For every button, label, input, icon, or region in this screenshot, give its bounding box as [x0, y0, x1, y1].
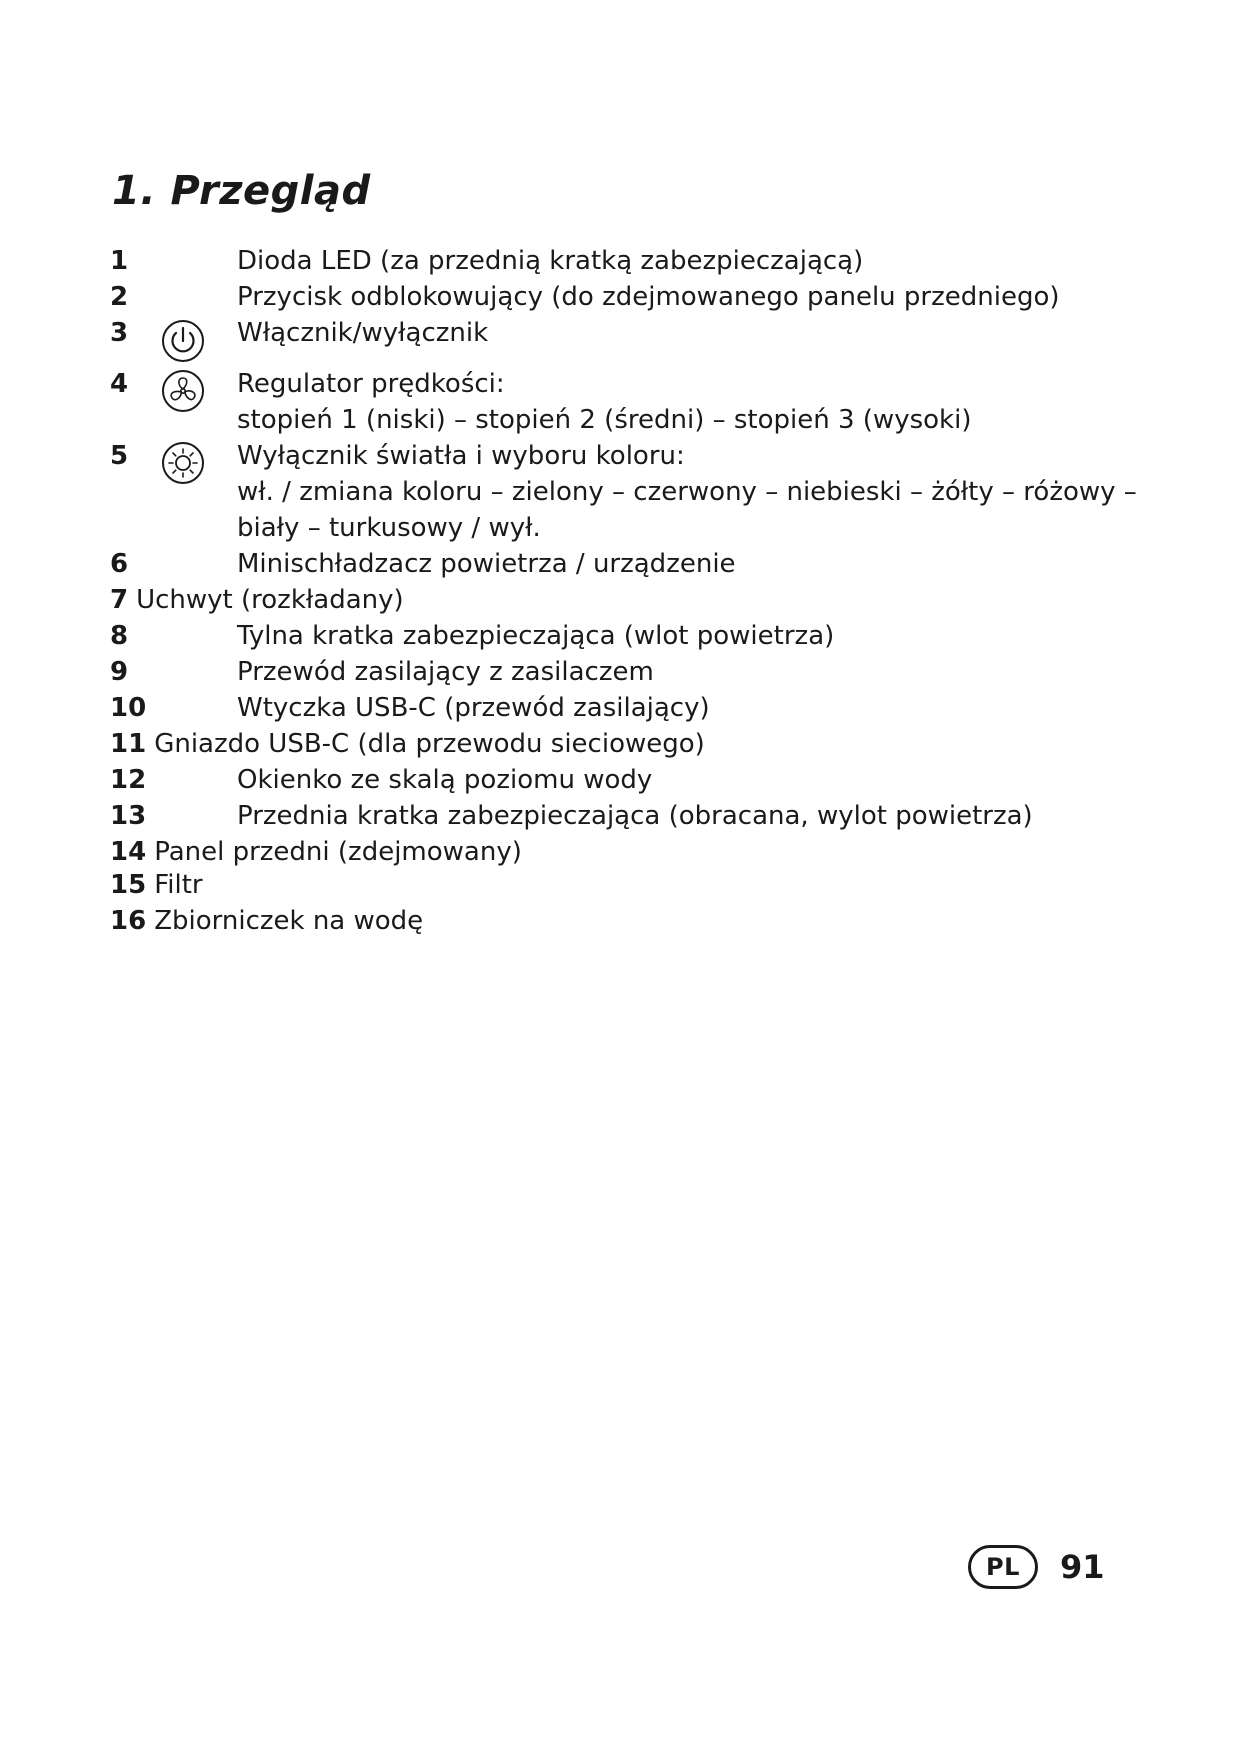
- item-text-line3: biały – turkusowy / wył.: [237, 513, 541, 543]
- item-number: 4: [110, 369, 129, 399]
- page-footer: [968, 1545, 1105, 1589]
- item-number: 2: [110, 282, 129, 312]
- fan-speed-icon: [160, 368, 206, 414]
- item-number: 7: [110, 585, 129, 615]
- item-text-line2: wł. / zmiana koloru – zielony – czerwony – niebieski – żółty – różowy –: [237, 477, 1137, 507]
- item-number: 6: [110, 549, 129, 579]
- item-text: Filtr: [154, 870, 203, 900]
- item-text: Regulator prędkości:: [237, 369, 505, 399]
- item-text: Przewód zasilający z zasilaczem: [237, 657, 654, 687]
- item-text: Przycisk odblokowujący (do zdejmowanego panelu przedniego): [237, 282, 1060, 312]
- item-number: 12: [110, 765, 147, 795]
- item-number: 9: [110, 657, 129, 687]
- item-number: 5: [110, 441, 129, 471]
- item-text: Gniazdo USB-C (dla przewodu sieciowego): [154, 729, 705, 759]
- item-number: 3: [110, 318, 129, 348]
- item-number: 8: [110, 621, 129, 651]
- item-text: Minischładzacz powietrza / urządzenie: [237, 549, 736, 579]
- item-number: 16: [110, 906, 147, 936]
- item-number: 14: [110, 837, 147, 867]
- item-number: 10: [110, 693, 147, 723]
- item-text-line2: stopień 1 (niski) – stopień 2 (średni) – stopień 3 (wysoki): [237, 405, 972, 435]
- item-text: Zbiorniczek na wodę: [154, 906, 424, 936]
- item-text: Dioda LED (za przednią kratką zabezpieczającą): [237, 246, 864, 276]
- item-number: 15: [110, 870, 147, 900]
- item-text: Włącznik/wyłącznik: [237, 318, 489, 348]
- item-number: 13: [110, 801, 147, 831]
- item-text: Tylna kratka zabezpieczająca (wlot powietrza): [237, 621, 835, 651]
- item-number: 1: [110, 246, 129, 276]
- light-icon: [160, 440, 206, 486]
- item-text: Okienko ze skalą poziomu wody: [237, 765, 653, 795]
- item-text: Wyłącznik światła i wyboru koloru:: [237, 441, 685, 471]
- page-number: 91: [1060, 1548, 1105, 1586]
- item-text: Panel przedni (zdejmowany): [154, 837, 522, 867]
- section-title: 1. Przegląd: [112, 168, 371, 214]
- item-text: Uchwyt (rozkładany): [136, 585, 404, 615]
- item-number: 11: [110, 729, 147, 759]
- language-badge: PL: [968, 1545, 1038, 1589]
- power-icon: [160, 318, 206, 364]
- item-text: Przednia kratka zabezpieczająca (obracana, wylot powietrza): [237, 801, 1033, 831]
- item-text: Wtyczka USB-C (przewód zasilający): [237, 693, 710, 723]
